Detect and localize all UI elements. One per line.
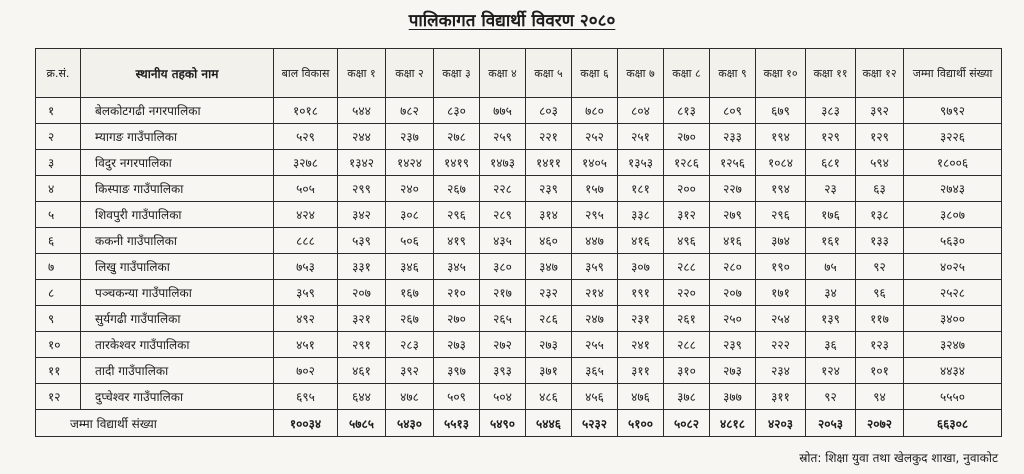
student-count-cell: ४८६ xyxy=(526,384,572,410)
student-count-cell: २९१ xyxy=(338,332,386,358)
student-count-cell: ८०३ xyxy=(526,98,572,124)
student-count-cell: ८०४ xyxy=(618,98,664,124)
student-count-cell: १३५३ xyxy=(618,150,664,176)
student-count-cell: २९६ xyxy=(756,202,806,228)
serial-number-cell: ९ xyxy=(36,306,81,332)
student-count-cell: २५० xyxy=(710,306,756,332)
student-count-cell: ७७५ xyxy=(480,98,526,124)
student-count-cell: ३२२६ xyxy=(904,124,1002,150)
student-count-cell: ६९५ xyxy=(274,384,338,410)
student-count-cell: ५५५० xyxy=(904,384,1002,410)
student-count-cell: ९६ xyxy=(856,280,904,306)
student-count-cell: १२८६ xyxy=(664,150,710,176)
student-count-cell: २२८ xyxy=(480,176,526,202)
student-count-cell: ४७६ xyxy=(618,384,664,410)
student-count-cell: ३७१ xyxy=(526,358,572,384)
column-header: बाल विकास xyxy=(274,49,338,98)
student-count-cell: ९४ xyxy=(856,384,904,410)
student-count-cell: ५४४ xyxy=(338,98,386,124)
student-count-cell: २७३ xyxy=(526,332,572,358)
student-count-cell: ४५१ xyxy=(274,332,338,358)
student-count-cell: ७५३ xyxy=(274,254,338,280)
student-count-cell: १६१ xyxy=(806,228,856,254)
table-row xyxy=(36,306,1002,332)
student-count-cell: ८१३ xyxy=(664,98,710,124)
student-count-cell: ४६१ xyxy=(338,358,386,384)
serial-number-cell: १२ xyxy=(36,384,81,410)
column-header: कक्षा ५ xyxy=(526,49,572,98)
student-count-cell: १५७ xyxy=(572,176,618,202)
total-count-cell: ४२०३ xyxy=(756,410,806,437)
table-row xyxy=(36,124,1002,150)
student-count-cell: ४४७ xyxy=(572,228,618,254)
student-count-cell: ३६ xyxy=(806,332,856,358)
column-header: कक्षा १ xyxy=(338,49,386,98)
student-count-cell: २०७ xyxy=(338,280,386,306)
student-count-cell: १०८४ xyxy=(756,150,806,176)
student-count-cell: ५२९ xyxy=(274,124,338,150)
column-header: कक्षा ८ xyxy=(664,49,710,98)
student-count-cell: ३५९ xyxy=(572,254,618,280)
student-count-cell: २७९ xyxy=(710,202,756,228)
student-count-cell: १७६ xyxy=(806,202,856,228)
student-count-cell: ३९७ xyxy=(434,358,480,384)
serial-number-cell: ३ xyxy=(36,150,81,176)
student-count-cell: १२९ xyxy=(856,124,904,150)
student-count-cell: ३०८ xyxy=(386,202,434,228)
local-level-name-cell: सुर्यगढी गाउँपालिका xyxy=(81,306,274,332)
student-count-cell: ४०२५ xyxy=(904,254,1002,280)
local-level-name-cell: लिखु गाउँपालिका xyxy=(81,254,274,280)
student-count-cell: १२९ xyxy=(806,124,856,150)
local-level-name-cell: म्यागङ गाउँपालिका xyxy=(81,124,274,150)
student-count-cell: २०७ xyxy=(710,280,756,306)
student-count-cell: १३८ xyxy=(856,202,904,228)
student-count-cell: ३९३ xyxy=(480,358,526,384)
student-count-cell: ५०४ xyxy=(480,384,526,410)
student-count-cell: १२३ xyxy=(856,332,904,358)
student-count-cell: ५९४ xyxy=(856,150,904,176)
local-level-name-cell: विदुर नगरपालिका xyxy=(81,150,274,176)
table-row xyxy=(36,332,1002,358)
student-count-cell: ४२४ xyxy=(274,202,338,228)
student-count-cell: २७० xyxy=(664,124,710,150)
column-header: जम्मा विद्यार्थी संख्या xyxy=(904,49,1002,98)
total-count-cell: २०७२ xyxy=(856,410,904,437)
student-count-cell: ७५ xyxy=(806,254,856,280)
page-title: पालिकागत विद्यार्थी विवरण २०८० xyxy=(408,11,616,31)
student-count-cell: ३९२ xyxy=(856,98,904,124)
student-count-cell: ६४४ xyxy=(338,384,386,410)
student-count-cell: २५९ xyxy=(480,124,526,150)
student-count-cell: ३२४७ xyxy=(904,332,1002,358)
serial-number-cell: ५ xyxy=(36,202,81,228)
student-count-cell: २३७ xyxy=(386,124,434,150)
student-count-cell: २३९ xyxy=(526,176,572,202)
student-count-cell: २९९ xyxy=(338,176,386,202)
student-count-cell: २८६ xyxy=(526,306,572,332)
total-count-cell: ५१०० xyxy=(618,410,664,437)
local-level-name-cell: किस्पाङ गाउँपालिका xyxy=(81,176,274,202)
student-count-cell: ६७९ xyxy=(756,98,806,124)
student-count-cell: २२७ xyxy=(710,176,756,202)
student-count-cell: १८००६ xyxy=(904,150,1002,176)
student-count-cell: २७२ xyxy=(480,332,526,358)
table-header-row xyxy=(36,49,1002,98)
local-level-name-cell: तारकेश्वर गाउँपालिका xyxy=(81,332,274,358)
student-count-cell: ३११ xyxy=(756,384,806,410)
student-count-cell: १४२४ xyxy=(386,150,434,176)
student-count-cell: ३२७८ xyxy=(274,150,338,176)
student-count-cell: १४१९ xyxy=(434,150,480,176)
student-count-cell: ३८०७ xyxy=(904,202,1002,228)
student-count-cell: २६५ xyxy=(480,306,526,332)
total-count-cell: ५०८२ xyxy=(664,410,710,437)
student-count-cell: ३८० xyxy=(480,254,526,280)
student-count-cell: ४६० xyxy=(526,228,572,254)
table-row xyxy=(36,358,1002,384)
local-level-name-cell: बेलकोटगढी नगरपालिका xyxy=(81,98,274,124)
student-count-cell: ३९२ xyxy=(386,358,434,384)
student-count-cell: ३३१ xyxy=(338,254,386,280)
student-count-cell: १०१८ xyxy=(274,98,338,124)
student-count-cell: ११७ xyxy=(856,306,904,332)
serial-number-cell: १ xyxy=(36,98,81,124)
table-row xyxy=(36,202,1002,228)
student-count-cell: २७० xyxy=(434,306,480,332)
student-count-cell: १९४ xyxy=(756,124,806,150)
student-count-cell: ८८८ xyxy=(274,228,338,254)
student-count-cell: ३०७ xyxy=(618,254,664,280)
student-count-cell: २८० xyxy=(710,254,756,280)
total-count-cell: ५४४६ xyxy=(526,410,572,437)
column-header: कक्षा ७ xyxy=(618,49,664,98)
student-count-cell: २८९ xyxy=(480,202,526,228)
local-level-name-cell: दुप्चेश्वर गाउँपालिका xyxy=(81,384,274,410)
student-count-cell: २३ xyxy=(806,176,856,202)
student-count-cell: १४११ xyxy=(526,150,572,176)
student-count-cell: १९० xyxy=(756,254,806,280)
column-header: कक्षा १० xyxy=(756,49,806,98)
student-count-cell: २८८ xyxy=(664,254,710,280)
student-count-cell: ९२ xyxy=(856,254,904,280)
student-count-cell: ३१२ xyxy=(664,202,710,228)
student-count-cell: २४१ xyxy=(618,332,664,358)
student-count-cell: २६१ xyxy=(664,306,710,332)
student-count-cell: २३४ xyxy=(756,358,806,384)
student-count-cell: २३२ xyxy=(526,280,572,306)
student-count-cell: ३५९ xyxy=(274,280,338,306)
serial-number-cell: ७ xyxy=(36,254,81,280)
student-count-cell: ४१६ xyxy=(618,228,664,254)
student-count-cell: २५१ xyxy=(618,124,664,150)
student-count-cell: ३४ xyxy=(806,280,856,306)
student-count-cell: ९२ xyxy=(806,384,856,410)
student-count-cell: १३४२ xyxy=(338,150,386,176)
column-header: कक्षा ११ xyxy=(806,49,856,98)
student-count-cell: २३१ xyxy=(618,306,664,332)
total-count-cell: ५४९० xyxy=(480,410,526,437)
total-count-cell: ५४३० xyxy=(386,410,434,437)
student-count-cell: २५२८ xyxy=(904,280,1002,306)
student-count-cell: २४७ xyxy=(572,306,618,332)
total-count-cell: ५७८५ xyxy=(338,410,386,437)
student-count-cell: २८३ xyxy=(386,332,434,358)
student-count-cell: २९६ xyxy=(434,202,480,228)
student-count-cell: १६७ xyxy=(386,280,434,306)
student-count-cell: ८३० xyxy=(434,98,480,124)
student-count-cell: ४१६ xyxy=(710,228,756,254)
student-count-cell: ५६३० xyxy=(904,228,1002,254)
serial-number-cell: ८ xyxy=(36,280,81,306)
student-count-cell: ३४०० xyxy=(904,306,1002,332)
student-count-cell: ९७९२ xyxy=(904,98,1002,124)
column-header: कक्षा २ xyxy=(386,49,434,98)
student-count-cell: ३११ xyxy=(618,358,664,384)
student-count-cell: ७८० xyxy=(572,98,618,124)
student-count-cell: २०० xyxy=(664,176,710,202)
source-note: स्रोत: शिक्षा युवा तथा खेलकुद शाखा, नुवाकोट xyxy=(799,451,998,465)
student-count-cell: १७१ xyxy=(756,280,806,306)
local-level-name-cell: तादी गाउँपालिका xyxy=(81,358,274,384)
student-count-cell: २५२ xyxy=(572,124,618,150)
column-header: कक्षा ६ xyxy=(572,49,618,98)
serial-number-cell: ११ xyxy=(36,358,81,384)
student-count-cell: ४४३४ xyxy=(904,358,1002,384)
student-count-cell: ४७८ xyxy=(386,384,434,410)
student-count-cell: १३९ xyxy=(806,306,856,332)
student-count-cell: १०१ xyxy=(856,358,904,384)
student-statistics-table xyxy=(35,48,1002,437)
student-count-cell: ३८३ xyxy=(806,98,856,124)
student-count-cell: १२५६ xyxy=(710,150,756,176)
total-count-cell: ५२३२ xyxy=(572,410,618,437)
student-count-cell: १४०५ xyxy=(572,150,618,176)
student-count-cell: ३६५ xyxy=(572,358,618,384)
serial-number-cell: ६ xyxy=(36,228,81,254)
student-count-cell: २३९ xyxy=(710,332,756,358)
column-header: कक्षा ४ xyxy=(480,49,526,98)
student-count-cell: २७८ xyxy=(434,124,480,150)
student-count-cell: ८०९ xyxy=(710,98,756,124)
student-count-cell: ४५६ xyxy=(572,384,618,410)
student-count-cell: ३४२ xyxy=(338,202,386,228)
serial-number-cell: ४ xyxy=(36,176,81,202)
table-row xyxy=(36,150,1002,176)
total-label-cell: जम्मा विद्यार्थी संख्या xyxy=(36,410,274,437)
student-count-cell: ३४७ xyxy=(526,254,572,280)
table-row xyxy=(36,254,1002,280)
student-count-cell: ४१९ xyxy=(434,228,480,254)
student-count-cell: १३३ xyxy=(856,228,904,254)
student-count-cell: ५०९ xyxy=(434,384,480,410)
student-count-cell: ५३९ xyxy=(338,228,386,254)
local-level-name-cell: पञ्चकन्या गाउँपालिका xyxy=(81,280,274,306)
student-count-cell: ३४६ xyxy=(386,254,434,280)
student-count-cell: २१४ xyxy=(572,280,618,306)
student-count-cell: २६७ xyxy=(386,306,434,332)
total-count-cell: ५५१३ xyxy=(434,410,480,437)
student-count-cell: ३१४ xyxy=(526,202,572,228)
student-count-cell: २३३ xyxy=(710,124,756,150)
total-row xyxy=(36,410,1002,437)
student-count-cell: २९५ xyxy=(572,202,618,228)
student-count-cell: ३२१ xyxy=(338,306,386,332)
column-header: कक्षा ९ xyxy=(710,49,756,98)
student-count-cell: २५५ xyxy=(572,332,618,358)
local-level-name-cell: शिवपुरी गाउँपालिका xyxy=(81,202,274,228)
table-row xyxy=(36,176,1002,202)
table-row xyxy=(36,280,1002,306)
student-count-cell: ७८२ xyxy=(386,98,434,124)
student-count-cell: ३७७ xyxy=(710,384,756,410)
total-count-cell: २०५३ xyxy=(806,410,856,437)
total-count-cell: १००३४ xyxy=(274,410,338,437)
student-count-cell: २२० xyxy=(664,280,710,306)
local-level-name-cell: ककनी गाउँपालिका xyxy=(81,228,274,254)
total-count-cell: ४८१८ xyxy=(710,410,756,437)
student-count-cell: २७३ xyxy=(434,332,480,358)
student-count-cell: २१० xyxy=(434,280,480,306)
table-row xyxy=(36,228,1002,254)
student-count-cell: ३७८ xyxy=(664,384,710,410)
serial-number-cell: १० xyxy=(36,332,81,358)
student-count-cell: ६८१ xyxy=(806,150,856,176)
student-count-cell: ४३५ xyxy=(480,228,526,254)
student-count-cell: ६३ xyxy=(856,176,904,202)
student-count-cell: २४४ xyxy=(338,124,386,150)
student-count-cell: १९४ xyxy=(756,176,806,202)
column-header: कक्षा १२ xyxy=(856,49,904,98)
student-count-cell: १८१ xyxy=(618,176,664,202)
student-count-cell: २१७ xyxy=(480,280,526,306)
student-count-cell: ५०५ xyxy=(274,176,338,202)
student-count-cell: १४७३ xyxy=(480,150,526,176)
table-row xyxy=(36,98,1002,124)
column-header: क्र.सं. xyxy=(36,49,81,98)
column-header: कक्षा ३ xyxy=(434,49,480,98)
student-count-cell: २७३ xyxy=(710,358,756,384)
student-count-cell: ४९६ xyxy=(664,228,710,254)
student-count-cell: ३३८ xyxy=(618,202,664,228)
student-count-cell: २८८ xyxy=(664,332,710,358)
total-count-cell: ६६३०८ xyxy=(904,410,1002,437)
student-count-cell: १९१ xyxy=(618,280,664,306)
student-count-cell: २७४३ xyxy=(904,176,1002,202)
student-count-cell: २६७ xyxy=(434,176,480,202)
student-count-cell: ७०२ xyxy=(274,358,338,384)
student-count-cell: ४९२ xyxy=(274,306,338,332)
column-header: स्थानीय तहको नाम xyxy=(81,49,274,98)
student-count-cell: ३७४ xyxy=(756,228,806,254)
student-count-cell: २४० xyxy=(386,176,434,202)
student-count-cell: ३१० xyxy=(664,358,710,384)
student-count-cell: १२४ xyxy=(806,358,856,384)
student-count-cell: २२२ xyxy=(756,332,806,358)
student-count-cell: २२१ xyxy=(526,124,572,150)
table-row xyxy=(36,384,1002,410)
serial-number-cell: २ xyxy=(36,124,81,150)
student-count-cell: २५४ xyxy=(756,306,806,332)
table-body xyxy=(36,98,1002,437)
student-count-cell: ३४५ xyxy=(434,254,480,280)
student-count-cell: ५०६ xyxy=(386,228,434,254)
